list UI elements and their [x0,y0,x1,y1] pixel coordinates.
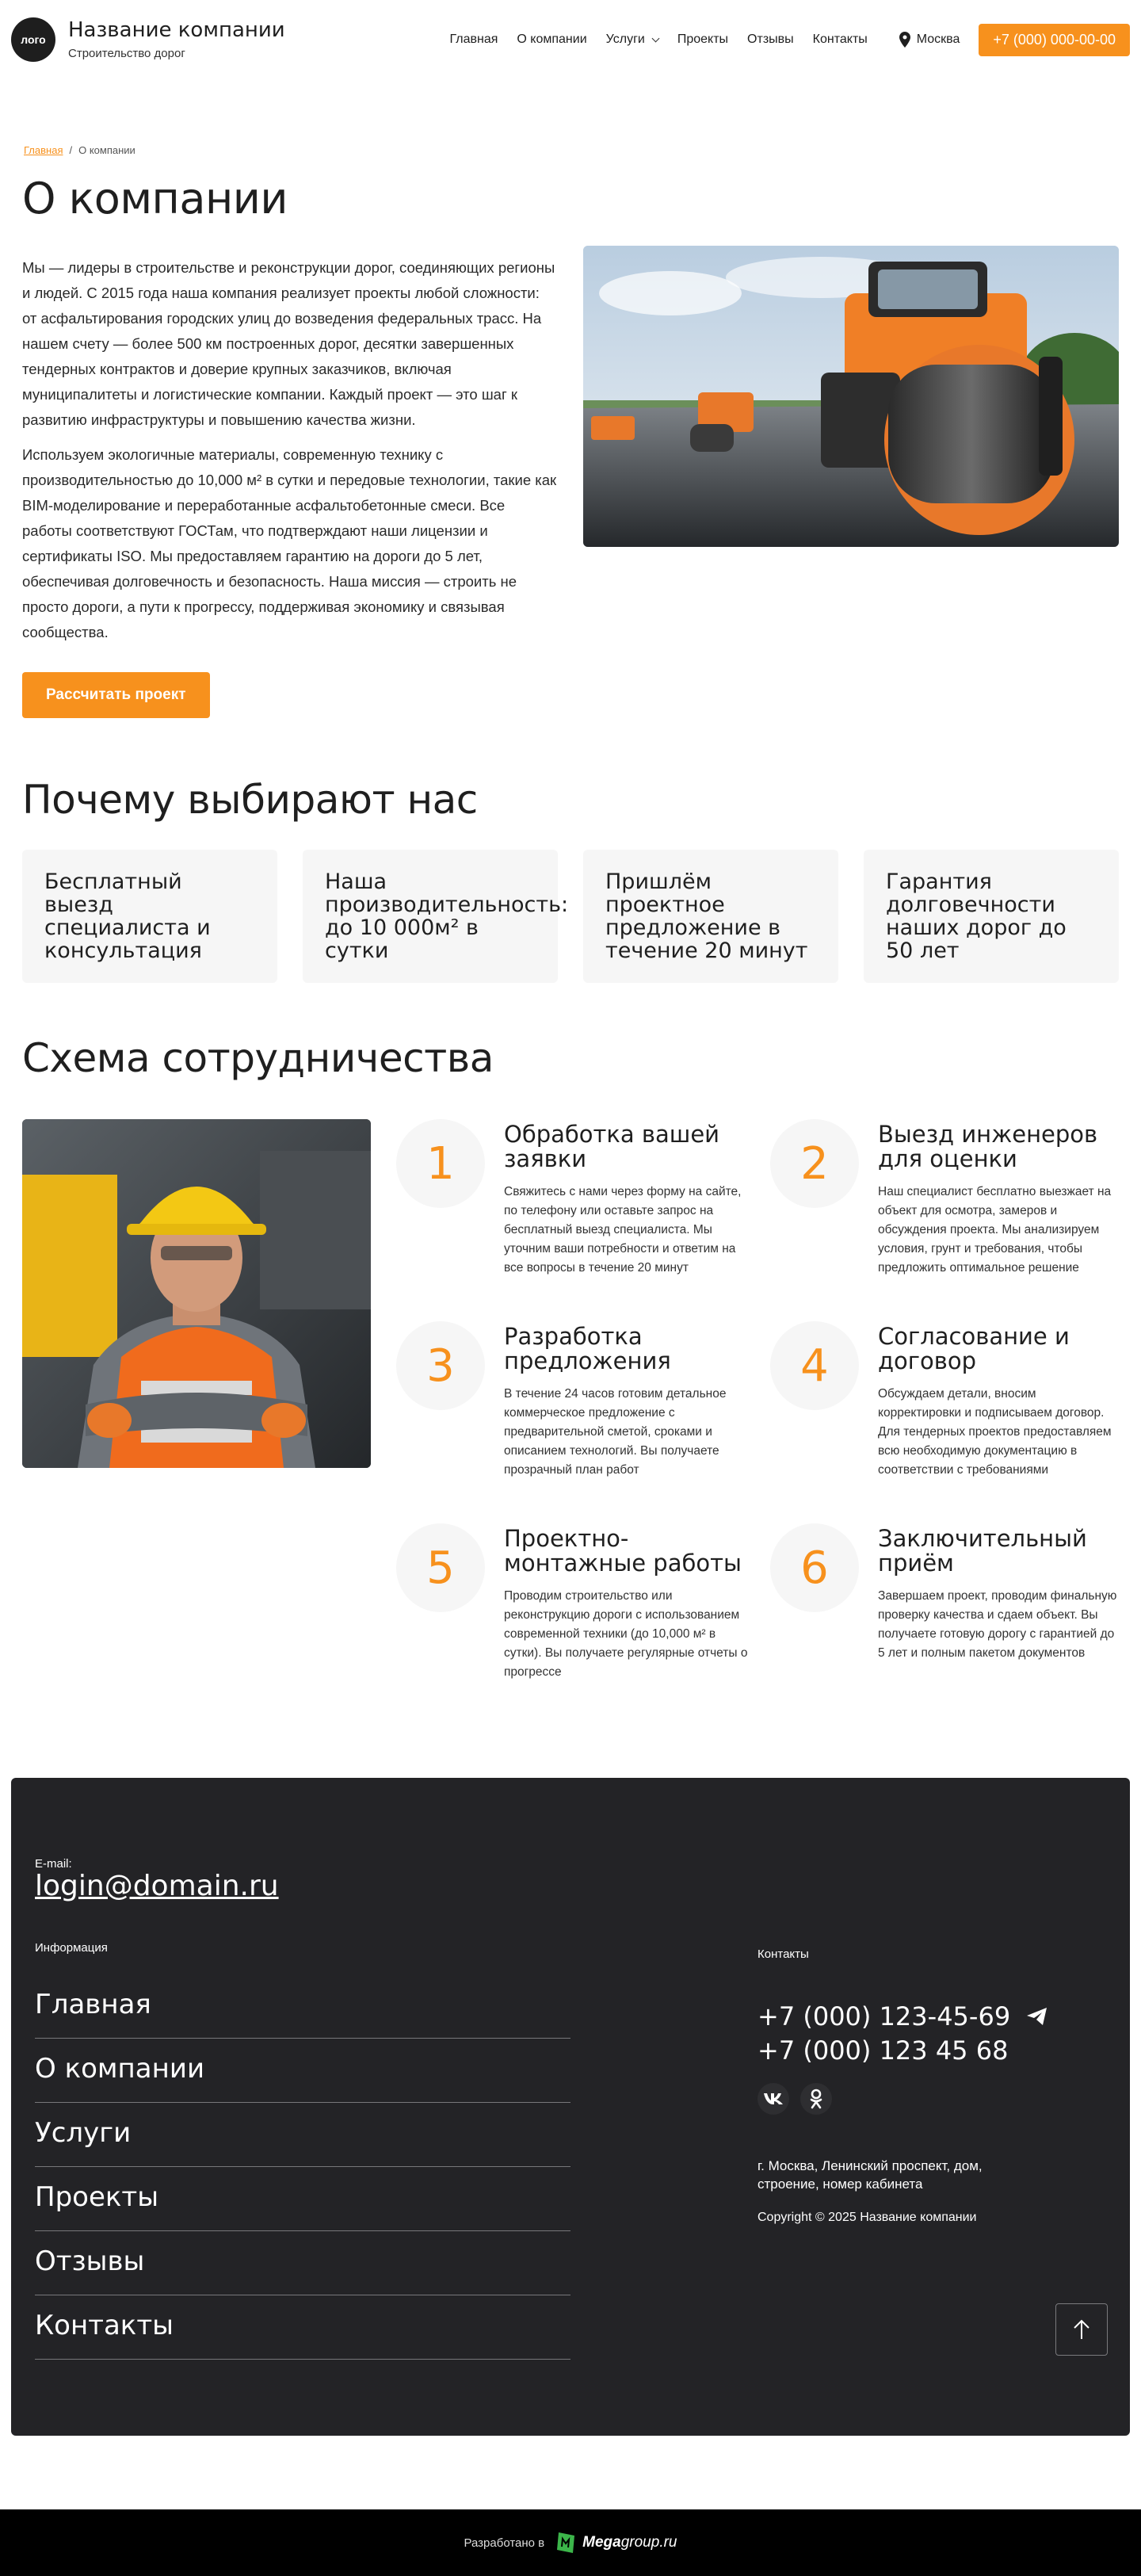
footer-menu [35,1974,570,2360]
cooperation-step [396,1523,770,1726]
footer-copyright: Copyright © 2025 Название компании [757,2211,977,2224]
footer-menu-about[interactable]: О компании [35,2039,570,2103]
cooperation-step [396,1321,770,1523]
step-text: Наш специалист бесплатно выезжает на объект для осмотра, замеров и обсуждения проекта. Мы анализируем условия, грунт и требования, чтобы предложить оптимальное решение [878,1185,1112,1275]
calculate-project-button[interactable]: Рассчитать проект [22,672,210,718]
breadcrumb [24,144,1141,156]
logo[interactable]: лого [11,17,55,62]
footer-info-label: Информация [35,1941,108,1955]
step-number: 6 [770,1523,859,1612]
why-us-card: Наша производительность: до 10 000м² в сутки [303,850,558,983]
nav-services[interactable] [606,32,658,47]
why-us-title: Почему выбирают нас [22,777,478,823]
breadcrumb-separator: / [69,144,73,156]
vk-icon[interactable] [757,2083,789,2115]
location-pin-icon [899,32,910,48]
footer-menu-reviews[interactable]: Отзывы [35,2231,570,2295]
scroll-up-button[interactable] [1055,2303,1108,2356]
worker-illustration [22,1119,371,1468]
nav-services-label: Услуги [605,32,645,46]
footer-social-links [757,2083,832,2115]
megagroup-logo[interactable] [555,2531,677,2555]
cooperation-section [22,1119,1141,1726]
chevron-down-icon [651,34,659,42]
main-nav [449,32,867,47]
footer-phone-1[interactable]: +7 (000) 123-45-69 [757,2001,1011,2031]
cooperation-step [770,1523,1119,1726]
why-us-card: Пришлём проектное предложение в течение 20 минут [583,850,838,983]
footer-menu-services[interactable]: Услуги [35,2103,570,2167]
breadcrumb-home[interactable]: Главная [24,144,63,156]
step-text: В течение 24 часов готовим детальное коммерческое предложение с предварительной сметой, сроками и описанием технологий. Вы получаете прозрачный план работ [504,1387,727,1477]
step-title: Выезд инженеров для оценки [878,1121,1098,1172]
site-footer [11,1778,1130,2436]
about-paragraph-1: Мы — лидеры в строительстве и реконструкции дорог, соединяющих регионы и людей. С 2015 года наша компания реализует проекты любой сложности: от асфальтирования городских улиц до возведения федеральных трасс. На нашем счету — более 500 км построенных дорог, десятки завершенных тендерных контрактов и доверие крупных заказчиков, включая муниципалитеты и логистические компании. Каждый проект — это шаг к развитию инфраструктуры и повышению качества жизни. [22,259,555,428]
brand-name[interactable]: Название компании [68,18,285,43]
about-paragraph-2: Используем экологичные материалы, современную технику с производительностью до 10,000 м² в сутки и передовые технологии, такие как BIM-моделирование и переработанные асфальтобетонные смеси. Все работы соответствуют ГОСТам, что подтверждают наши лицензии и сертификаты ISO. Мы предоставляем гарантию на дороги до 5 лет, обеспечивая долговечность и безопасность. Наша миссия — строить не просто дороги, а пути к прогрессу, поддерживая экономику и связывая сообщества. [22,446,557,640]
nav-about[interactable]: О компании [517,32,587,46]
step-text: Обсуждаем детали, вносим корректировки и подписываем договор. Для тендерных проектов предоставляем всю необходимую документацию в соответствии с требованиями [878,1387,1112,1477]
megagroup-icon [555,2531,576,2555]
step-title: Обработка вашей заявки [504,1121,720,1172]
brand-subtitle: Строительство дорог [68,46,185,60]
location-selector[interactable] [899,32,960,48]
nav-contacts[interactable]: Контакты [812,32,868,46]
header-phone-button[interactable]: +7 (000) 000-00-00 [979,24,1130,56]
why-us-card: Гарантия долговечности наших дорог до 50 лет [864,850,1119,983]
step-number: 4 [770,1321,859,1410]
why-us-cards [22,850,1141,983]
road-roller-image [583,246,1119,547]
arrow-up-icon [1072,2318,1091,2341]
footer-menu-projects[interactable]: Проекты [35,2167,570,2231]
step-number: 2 [770,1119,859,1208]
megagroup-rest: group.ru [620,2534,677,2551]
footer-menu-contacts[interactable]: Контакты [35,2295,570,2360]
footer-email-link[interactable]: login@domain.ru [35,1870,279,1902]
nav-reviews[interactable]: Отзывы [747,32,794,46]
step-title: Разработка предложения [504,1323,671,1374]
about-text [22,255,558,718]
location-label: Москва [916,32,960,46]
breadcrumb-current: О компании [78,144,135,156]
step-text: Проводим строительство или реконструкцию дороги с использованием современной техники (до 10,000 м² в сутки). Вы получаете регулярные отчеты о прогрессе [504,1589,748,1679]
cooperation-step [770,1321,1119,1523]
nav-home[interactable]: Главная [449,32,498,46]
step-number: 1 [396,1119,485,1208]
step-title: Согласование и договор [878,1323,1070,1374]
step-title: Заключительный приём [878,1525,1087,1577]
footer-phone-1-row [757,2001,1048,2031]
footer-email-label: E-mail: [35,1857,72,1871]
cooperation-step [396,1119,770,1321]
footer-menu-home[interactable]: Главная [35,1974,570,2039]
worker-photo [22,1119,371,1468]
developer-bar [0,2509,1141,2576]
step-text: Свяжитесь с нами через форму на сайте, по телефону или оставьте запрос на бесплатный выезд специалиста. Мы уточним ваши потребности и ответим на все вопросы в течение 20 минут [504,1185,742,1275]
about-section [22,255,1141,718]
cooperation-title: Схема сотрудничества [22,1035,494,1081]
step-title: Проектно-монтажные работы [504,1525,742,1577]
telegram-icon[interactable] [1026,2007,1048,2026]
odnoklassniki-icon[interactable] [800,2083,832,2115]
footer-phone-2[interactable]: +7 (000) 123 45 68 [757,2035,1009,2066]
footer-address: г. Москва, Ленинский проспект, дом, строение, номер кабинета [757,2158,983,2192]
brand [68,19,285,60]
cooperation-step [770,1119,1119,1321]
footer-contacts-label: Контакты [757,1947,809,1961]
road-roller-illustration [583,246,1119,547]
nav-projects[interactable]: Проекты [677,32,729,46]
step-text: Завершаем проект, проводим финальную проверку качества и сдаем объект. Вы получаете готовую дорогу с гарантией до 5 лет и полным пакетом документов [878,1589,1117,1660]
step-number: 3 [396,1321,485,1410]
why-us-card: Бесплатный выезд специалиста и консультация [22,850,277,983]
step-number: 5 [396,1523,485,1612]
cooperation-steps [396,1119,1119,1726]
site-header [0,0,1141,79]
megagroup-bold: Mega [582,2534,621,2551]
developed-by-label: Разработано в [464,2536,545,2550]
page-title: О компании [22,174,288,224]
